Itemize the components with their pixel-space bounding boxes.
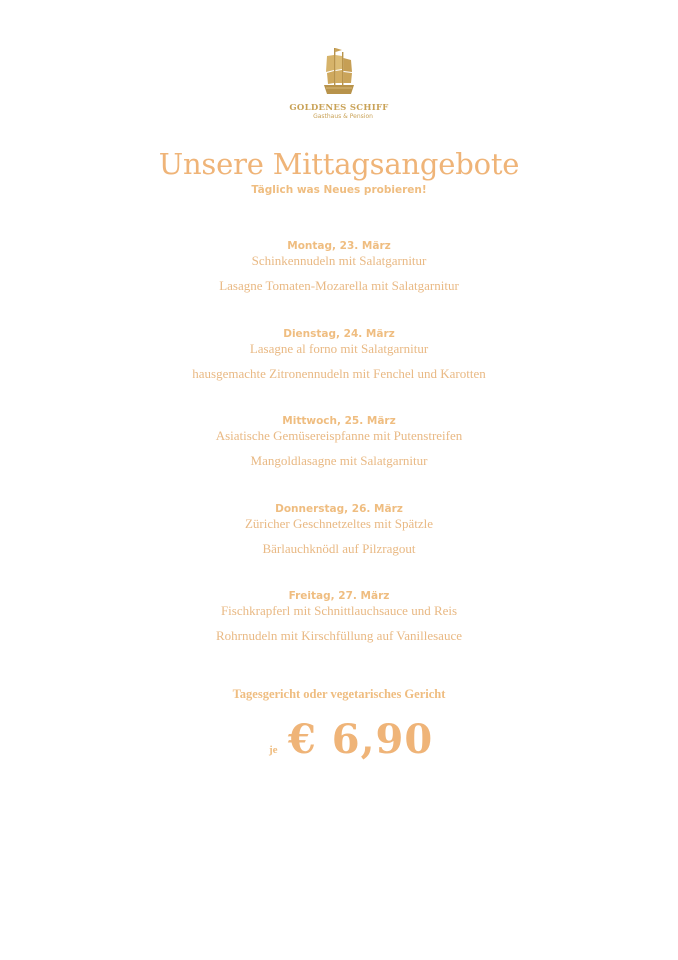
- dish-item: Schinkennudeln mit Salatgarnitur: [251, 253, 427, 268]
- day-wednesday: [0, 414, 678, 469]
- brand-tagline: Gasthaus & Pension: [313, 113, 373, 120]
- day-label: Freitag, 27. März: [288, 590, 390, 602]
- page-subtitle: Täglich was Neues probieren!: [251, 184, 427, 196]
- day-thursday: [0, 502, 678, 557]
- day-label: Dienstag, 24. März: [283, 328, 395, 340]
- dish-item: Lasagne al forno mit Salatgarnitur: [249, 341, 429, 356]
- dish-item: Züricher Geschnetzeltes mit Spätzle: [244, 516, 434, 531]
- day-label: Mittwoch, 25. März: [282, 415, 396, 427]
- dish-item: Mangoldlasagne mit Salatgarnitur: [250, 453, 428, 468]
- dish-item: hausgemachte Zitronennudeln mit Fenchel und Karotten: [192, 366, 486, 381]
- dish-item: Bärlauchknödl auf Pilzragout: [262, 541, 416, 556]
- footer-note: Tagesgericht oder vegetarisches Gericht: [232, 687, 446, 701]
- dish-item: Rohrnudeln mit Kirschfüllung auf Vanillesauce: [216, 628, 462, 643]
- price-value: € 6,90: [288, 716, 434, 763]
- day-monday: [0, 239, 678, 294]
- dish-item: Asiatische Gemüsereispfanne mit Putenstreifen: [215, 428, 463, 443]
- day-friday: [0, 589, 678, 644]
- dish-item: Fischkrapferl mit Schnittlauchsauce und Reis: [220, 603, 458, 618]
- ship-logo-icon: [323, 46, 355, 98]
- logo: [0, 46, 678, 121]
- price-per-label: je: [269, 744, 278, 756]
- page-title: Unsere Mittagsangebote: [158, 147, 520, 181]
- dish-item: Lasagne Tomaten-Mozarella mit Salatgarnitur: [219, 278, 459, 293]
- brand-name: GOLDENES SCHIFF: [289, 103, 389, 113]
- day-label: Donnerstag, 26. März: [275, 503, 403, 515]
- price-row: [0, 712, 678, 768]
- day-tuesday: [0, 327, 678, 382]
- day-label: Montag, 23. März: [287, 240, 391, 252]
